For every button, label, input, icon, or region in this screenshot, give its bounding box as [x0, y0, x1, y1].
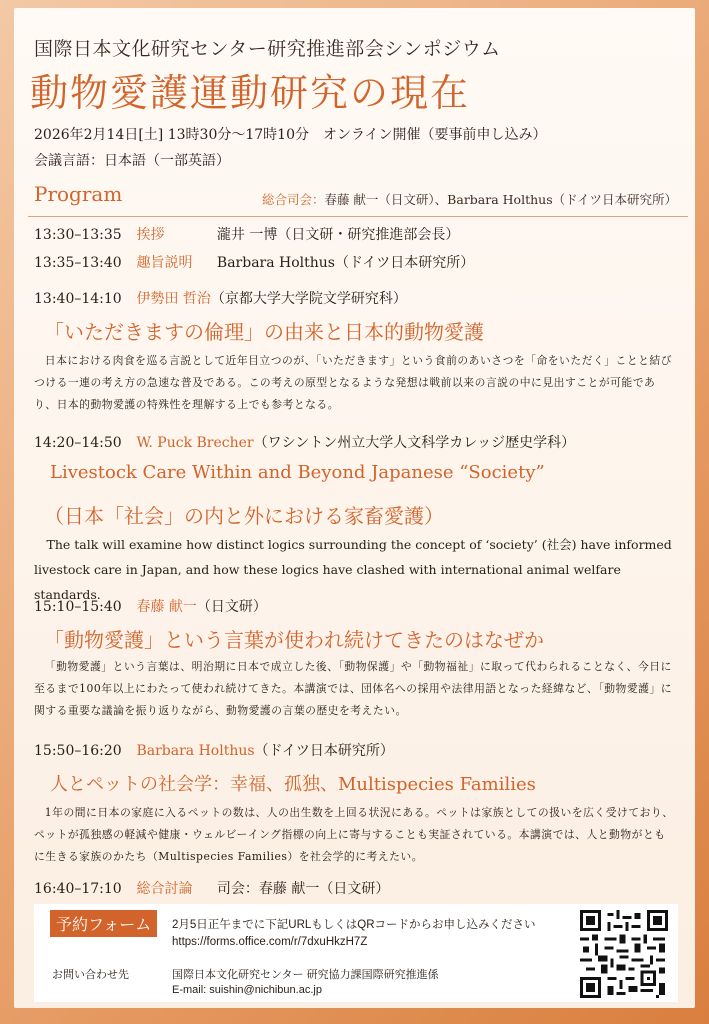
session-time: 13:30–13:35 [34, 227, 122, 243]
speaker-affiliation: （日文研） [196, 599, 267, 615]
host-label: 総合司会： [261, 192, 325, 207]
session-greeting [34, 224, 459, 244]
speaker-name: 伊勢田 哲治 [136, 291, 211, 307]
speaker-name: W. Puck Brecher [136, 435, 254, 451]
session-speaker: 瀧井 一博（日文研・研究推進部会長） [216, 227, 460, 243]
speaker-name: Barbara Holthus [136, 743, 255, 759]
host-line [262, 190, 677, 208]
speaker-affiliation: （ワシントン州立大学人文科学カレッジ歴史学科） [253, 435, 576, 451]
booking-url-link[interactable]: https://forms.office.com/r/7dxuHkzH7Z [172, 936, 368, 948]
talk-description: 日本における肉食を巡る言説として近年目立つのが、「いただきます」という食前のあいさつを「命をいただく」ことと結びつける一連の考え方の急速な普及である。この考えの原型となるような発想は戦前以来の言説の中に見出すことが可能であり、日本的動物愛護の特殊性を理解する上でも参考となる。 [34, 354, 673, 411]
session-3-header [34, 288, 407, 308]
session-4-header [34, 432, 575, 452]
session-speaker: 司会：春藤 献一（日文研） [216, 881, 390, 897]
session-time: 13:35–13:40 [34, 255, 122, 271]
session-6-header [34, 740, 394, 760]
speaker-name: 春藤 献一 [136, 599, 197, 615]
event-date: 2026年2月14日[土] 13時30分〜17時10分 オンライン開催（要事前申し込み） [34, 127, 547, 143]
host-names: 春藤 献一（日文研）、Barbara Holthus（ドイツ日本研究所） [324, 192, 677, 207]
talk-title-japanese: （日本「社会」の内と外における家畜愛護） [44, 504, 444, 528]
session-time: 15:10–15:40 [34, 599, 122, 615]
qr-code[interactable] [580, 910, 668, 998]
contact-organization: 国際日本文化研究センター 研究協力課国際研究推進係 [172, 969, 439, 981]
talk-description: 「動物愛護」という言葉は、明治期に日本で成立した後、「動物保護」や「動物福祉」に取って代わられることなく、今日に至るまで100年以上にわたって使われ続けてきた。本講演では、団体名への採用や法律用語となった経緯など、「動物愛護」に関する重要な議論を振り返りながら、動物愛護の言葉の歴史を考えたい。 [34, 660, 673, 717]
talk-title-english: Livestock Care Within and Beyond Japanese “Society” [50, 462, 545, 483]
session-5-header [34, 596, 267, 616]
talk-description: 1年の間に日本の家庭に入るペットの数は、人の出生数を上回る状況にある。ペットは家族としての扱いを広く受けており、ペットが孤独感の軽減や健康・ウェルビーイング指標の向上に寄与することも実証されている。本講演では、人と動物がともに生きる家族のかたち（Multispecies Families）を社会学的に考えたい。 [34, 806, 674, 863]
session-time: 14:20–14:50 [34, 435, 122, 451]
speaker-affiliation: （京都大学大学院文学研究科） [210, 291, 407, 307]
divider [28, 216, 688, 217]
session-time: 15:50–16:20 [34, 743, 122, 759]
session-discussion [34, 878, 389, 898]
session-time: 16:40–17:10 [34, 881, 122, 897]
booking-tag: 予約フォーム [50, 910, 157, 937]
speaker-affiliation: （ドイツ日本研究所） [254, 743, 394, 759]
talk-title: 「動物愛護」という言葉が使われ続けてきたのはなぜか [44, 628, 544, 652]
talk-title: 人とペットの社会学：幸福、孤独、Multispecies Families [50, 774, 536, 795]
page-title: 動物愛護運動研究の現在 [30, 71, 471, 115]
program-heading: Program [34, 182, 123, 206]
contact-label: お問い合わせ先 [52, 969, 129, 981]
session-kind: 趣旨説明 [136, 255, 193, 271]
booking-instruction: 2月5日正午までに下記URLもしくはQRコードからお申し込みください [172, 919, 536, 931]
event-language: 会議言語：日本語（一部英語） [34, 153, 230, 169]
session-kind: 総合討論 [136, 881, 193, 897]
talk-title: 「いただきますの倫理」の由来と日本的動物愛護 [44, 320, 484, 344]
session-intro [34, 252, 474, 272]
session-speaker: Barbara Holthus（ドイツ日本研究所） [216, 255, 475, 271]
header-subtitle: 国際日本文化研究センター研究推進部会シンポジウム [34, 38, 501, 60]
session-kind: 挨拶 [136, 227, 165, 243]
session-time: 13:40–14:10 [34, 291, 122, 307]
contact-email[interactable]: E-mail: suishin@nichibun.ac.jp [172, 984, 322, 996]
talk-description: The talk will examine how distinct logics surrounding the concept of ‘society’ (社会) have informed livestock care in Japan, and how these logics have clashed with international animal welfare standards. [34, 537, 672, 602]
